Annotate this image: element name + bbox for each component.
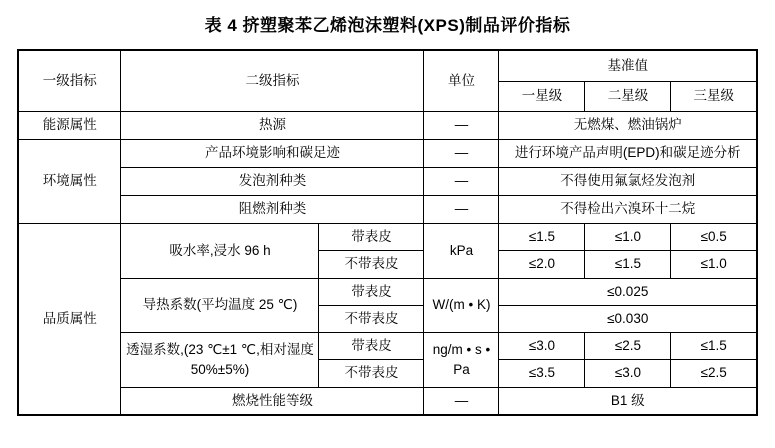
row-env-value-3: 不得检出六溴环十二烷 — [499, 196, 757, 224]
table-row — [18, 112, 757, 140]
row-quality-v1-1-1: ≤1.5 — [499, 224, 585, 251]
row-quality-sub-1-1: 带表皮 — [319, 224, 424, 251]
header-level2-indicator: 二级指标 — [121, 50, 424, 112]
row-env-indicator-1: 产品环境影响和碳足迹 — [121, 140, 424, 168]
header-level1-indicator: 一级指标 — [18, 50, 121, 112]
table-row — [18, 140, 757, 168]
row-quality-v3-1-1: ≤0.5 — [671, 224, 757, 251]
row-env-unit-3: — — [424, 196, 499, 224]
row-env-unit-2: — — [424, 168, 499, 196]
header-star-3: 三星级 — [671, 81, 757, 111]
table-row — [18, 278, 757, 305]
table-row — [18, 168, 757, 196]
row-env-unit-1: — — [424, 140, 499, 168]
row-quality-v3-3-2: ≤2.5 — [671, 360, 757, 387]
header-unit: 单位 — [424, 50, 499, 112]
row-quality-sub-1-2: 不带表皮 — [319, 251, 424, 278]
row-quality-unit-3: ng/m • s • Pa — [424, 333, 499, 388]
table-row — [18, 333, 757, 360]
row-quality-unit-2: W/(m • K) — [424, 278, 499, 333]
row-energy-indicator: 热源 — [121, 112, 424, 140]
row-env-indicator-2: 发泡剂种类 — [121, 168, 424, 196]
row-quality-sub-2-2: 不带表皮 — [319, 305, 424, 332]
row-quality-v2-1-2: ≤1.5 — [585, 251, 671, 278]
row-env-value-2: 不得使用氟氯烃发泡剂 — [499, 168, 757, 196]
row-quality-unit-1: kPa — [424, 224, 499, 279]
row-quality-indicator-3: 透湿系数,(23 ℃±1 ℃,相对湿度 50%±5%) — [121, 333, 319, 388]
row-quality-v3-3-1: ≤1.5 — [671, 333, 757, 360]
row-quality-indicator-4: 燃烧性能等级 — [121, 387, 424, 415]
row-quality-indicator-1: 吸水率,浸水 96 h — [121, 224, 319, 279]
row-energy-unit: — — [424, 112, 499, 140]
header-star-2: 二星级 — [585, 81, 671, 111]
header-star-1: 一星级 — [499, 81, 585, 111]
row-env-indicator-3: 阻燃剂种类 — [121, 196, 424, 224]
row-quality-v2-3-1: ≤2.5 — [585, 333, 671, 360]
row-quality-v1-1-2: ≤2.0 — [499, 251, 585, 278]
row-quality-v3-1-2: ≤1.0 — [671, 251, 757, 278]
row-quality-value-4: B1 级 — [499, 387, 757, 415]
row-quality-merged-2-2: ≤0.030 — [499, 305, 757, 332]
row-quality-indicator-2: 导热系数(平均温度 25 ℃) — [121, 278, 319, 333]
row-quality-v2-3-2: ≤3.0 — [585, 360, 671, 387]
row-energy-value: 无燃煤、燃油锅炉 — [499, 112, 757, 140]
row-quality-attribute: 品质属性 — [18, 224, 121, 416]
table-row — [18, 387, 757, 415]
row-energy-attribute: 能源属性 — [18, 112, 121, 140]
evaluation-index-table — [17, 49, 758, 416]
row-quality-v2-1-1: ≤1.0 — [585, 224, 671, 251]
row-quality-sub-3-1: 带表皮 — [319, 333, 424, 360]
row-quality-unit-4: — — [424, 387, 499, 415]
row-quality-merged-2-1: ≤0.025 — [499, 278, 757, 305]
header-baseline: 基准值 — [499, 50, 757, 81]
table-row — [18, 224, 757, 251]
table-row — [18, 196, 757, 224]
row-quality-v1-3-2: ≤3.5 — [499, 360, 585, 387]
row-quality-v1-3-1: ≤3.0 — [499, 333, 585, 360]
row-quality-sub-2-1: 带表皮 — [319, 278, 424, 305]
table-header-row-1 — [18, 50, 757, 81]
table-title: 表 4 挤塑聚苯乙烯泡沫塑料(XPS)制品评价指标 — [204, 16, 571, 35]
row-env-value-1: 进行环境产品声明(EPD)和碳足迹分析 — [499, 140, 757, 168]
row-env-attribute: 环境属性 — [18, 140, 121, 224]
row-quality-sub-3-2: 不带表皮 — [319, 360, 424, 387]
